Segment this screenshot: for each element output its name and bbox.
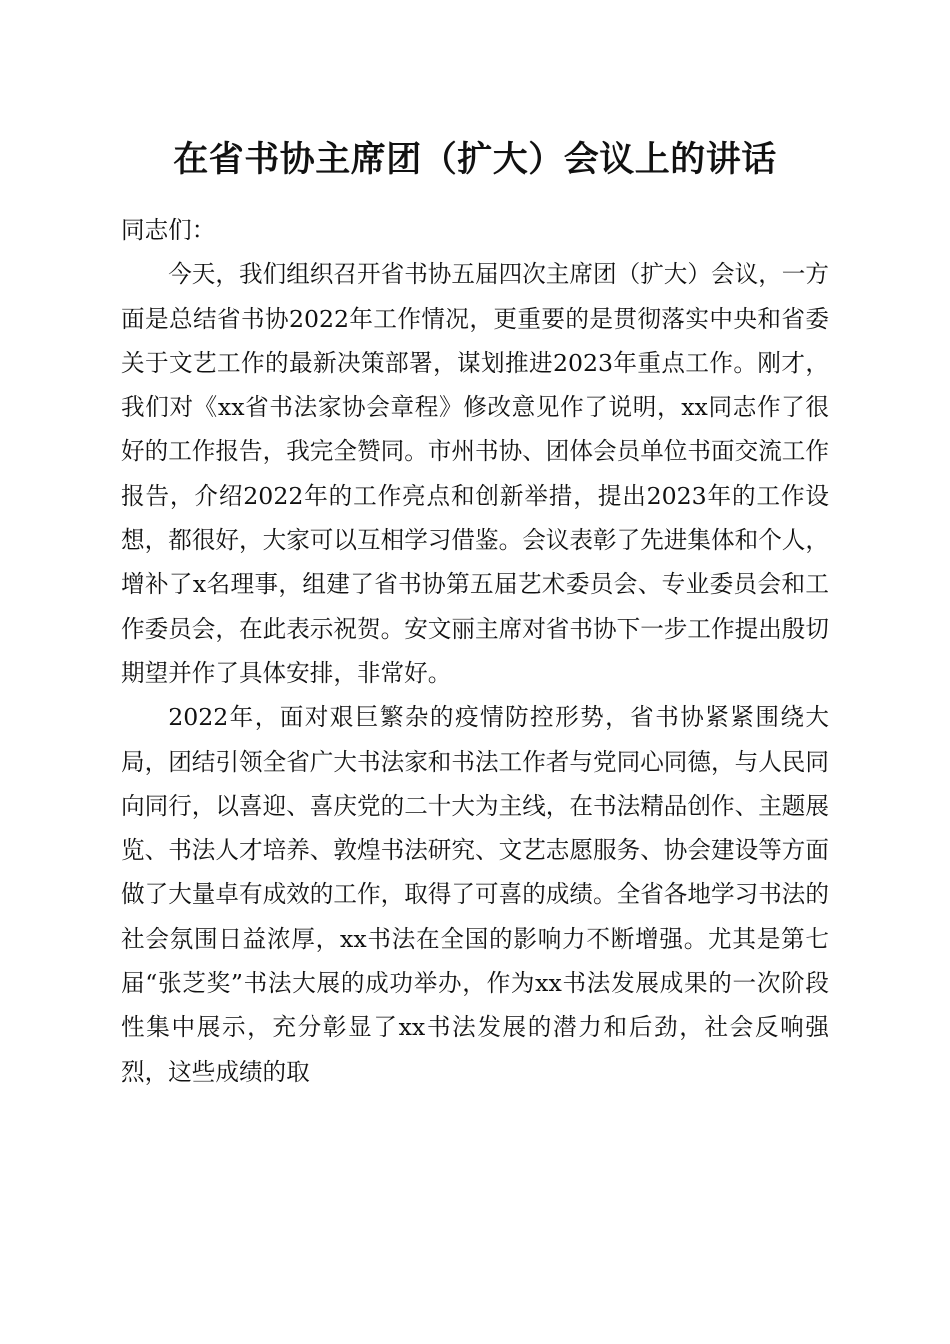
page-title: 在省书协主席团（扩大）会议上的讲话 — [173, 139, 777, 180]
paragraph-1: 今天，我们组织召开省书协五届四次主席团（扩大）会议，一方面是总结省书协2022年工作情况，更重要的是贯彻落实中央和省委关于文艺工作的最新决策部署，谋划推进2023年重点工作。刚才，我们对《xx省书法家协会章程》修改意见作了说明，xx同志作了很好的工作报告，我完全赞同。市州书协、团体会员单位书面交流工作报告，介绍2022年的工作亮点和创新举措，提出2023年的工作设想，都很好，大家可以互相学习借鉴。会议表彰了先进集体和个人，增补了x名理事，组建了省书协第五届艺术委员会、专业委员会和工作委员会，在此表示祝贺。安文丽主席对省书协下一步工作提出殷切期望并作了具体安排，非常好。 — [121, 260, 829, 687]
salutation: 同志们： — [121, 216, 216, 244]
paragraph-2: 2022年，面对艰巨繁杂的疫情防控形势，省书协紧紧围绕大局，团结引领全省广大书法家和书法工作者与党同心同德，与人民同向同行，以喜迎、喜庆党的二十大为主线，在书法精品创作、主题展览、书法人才培养、敦煌书法研究、文艺志愿服务、协会建设等方面做了大量卓有成效的工作，取得了可喜的成绩。全省各地学习书法的社会氛围日益浓厚，xx书法在全国的影响力不断增强。尤其是第七届“张芝奖”书法大展的成功举办，作为xx书法发展成果的一次阶段性集中展示，充分彰显了xx书法发展的潜力和后劲，社会反响强烈，这些成绩的取 — [121, 703, 829, 1086]
document-body — [121, 208, 829, 1094]
